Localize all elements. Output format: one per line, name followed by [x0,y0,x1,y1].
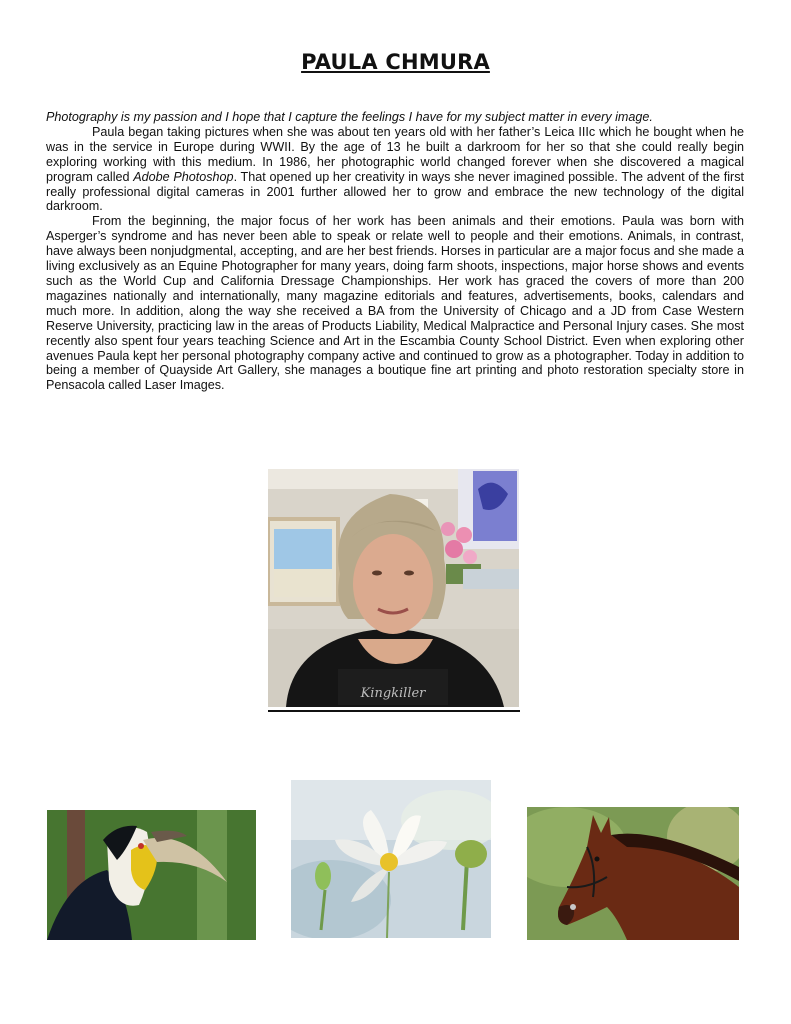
page-title: PAULA CHMURA [301,50,490,74]
paragraph-1-part-1: Paula began taking pictures when she was about ten years old with her father’s Leica IIIc which he bought when he was in the service in Europe during WWII. By the age of 13 he built a darkroom for her so that she could really begin exploring working with this medium. In 1986, her photographic world changed forever when she discovered a magical program called [46,124,744,184]
biography-text [46,110,744,393]
horse-photo [527,807,739,940]
paragraph-1 [46,125,744,214]
portrait-photo [268,469,519,707]
lotus-photo [291,780,491,938]
shirt-text: Kingkiller [360,686,426,701]
paragraph-2: From the beginning, the major focus of her work has been animals and their emotions. Paula was born with Asperger’s syndrome and has never been able to speak or relate well to people and their emotions. Animals, in contrast, have always been nonjudgmental, accepting, and are her best friends. Horses in particular are a major focus and she made a living exclusively as an Equine Photographer for many years, doing farm shoots, inspections, major horse shows and events such as the World Cup and California Dressage Championships. Her work has graced the covers of more than 200 magazines nationally and internationally, many magazine editorials and features, advertisements, books, calendars and much more. In addition, along the way she received a BA from the University of Chicago and a JD from Case Western Reserve University, practicing law in the areas of Products Liability, Medical Malpractice and Personal Injury cases. She most recently also spent four years teaching Science and Art in the Escambia County School District. Even when exploring other avenues Paula kept her personal photography company active and continued to grow as a photographer. Today in addition to being a member of Quayside Art Gallery, she manages a boutique fine art printing and photo restoration specialty store in Pensacola called Laser Images. [46,214,744,393]
tagline: Photography is my passion and I hope that I capture the feelings I have for my subject matter in every image. [46,110,653,124]
paragraph-1-part-2: . That opened up her creativity in ways she never imagined possible. The advent of the first really professional digital cameras in 2001 further allowed her to grow and embrace the new technology of the digital darkroom. [46,169,744,214]
hornbill-photo [47,810,256,940]
paragraph-1-italic: Adobe Photoshop [133,169,234,184]
portrait-underline [268,710,520,712]
